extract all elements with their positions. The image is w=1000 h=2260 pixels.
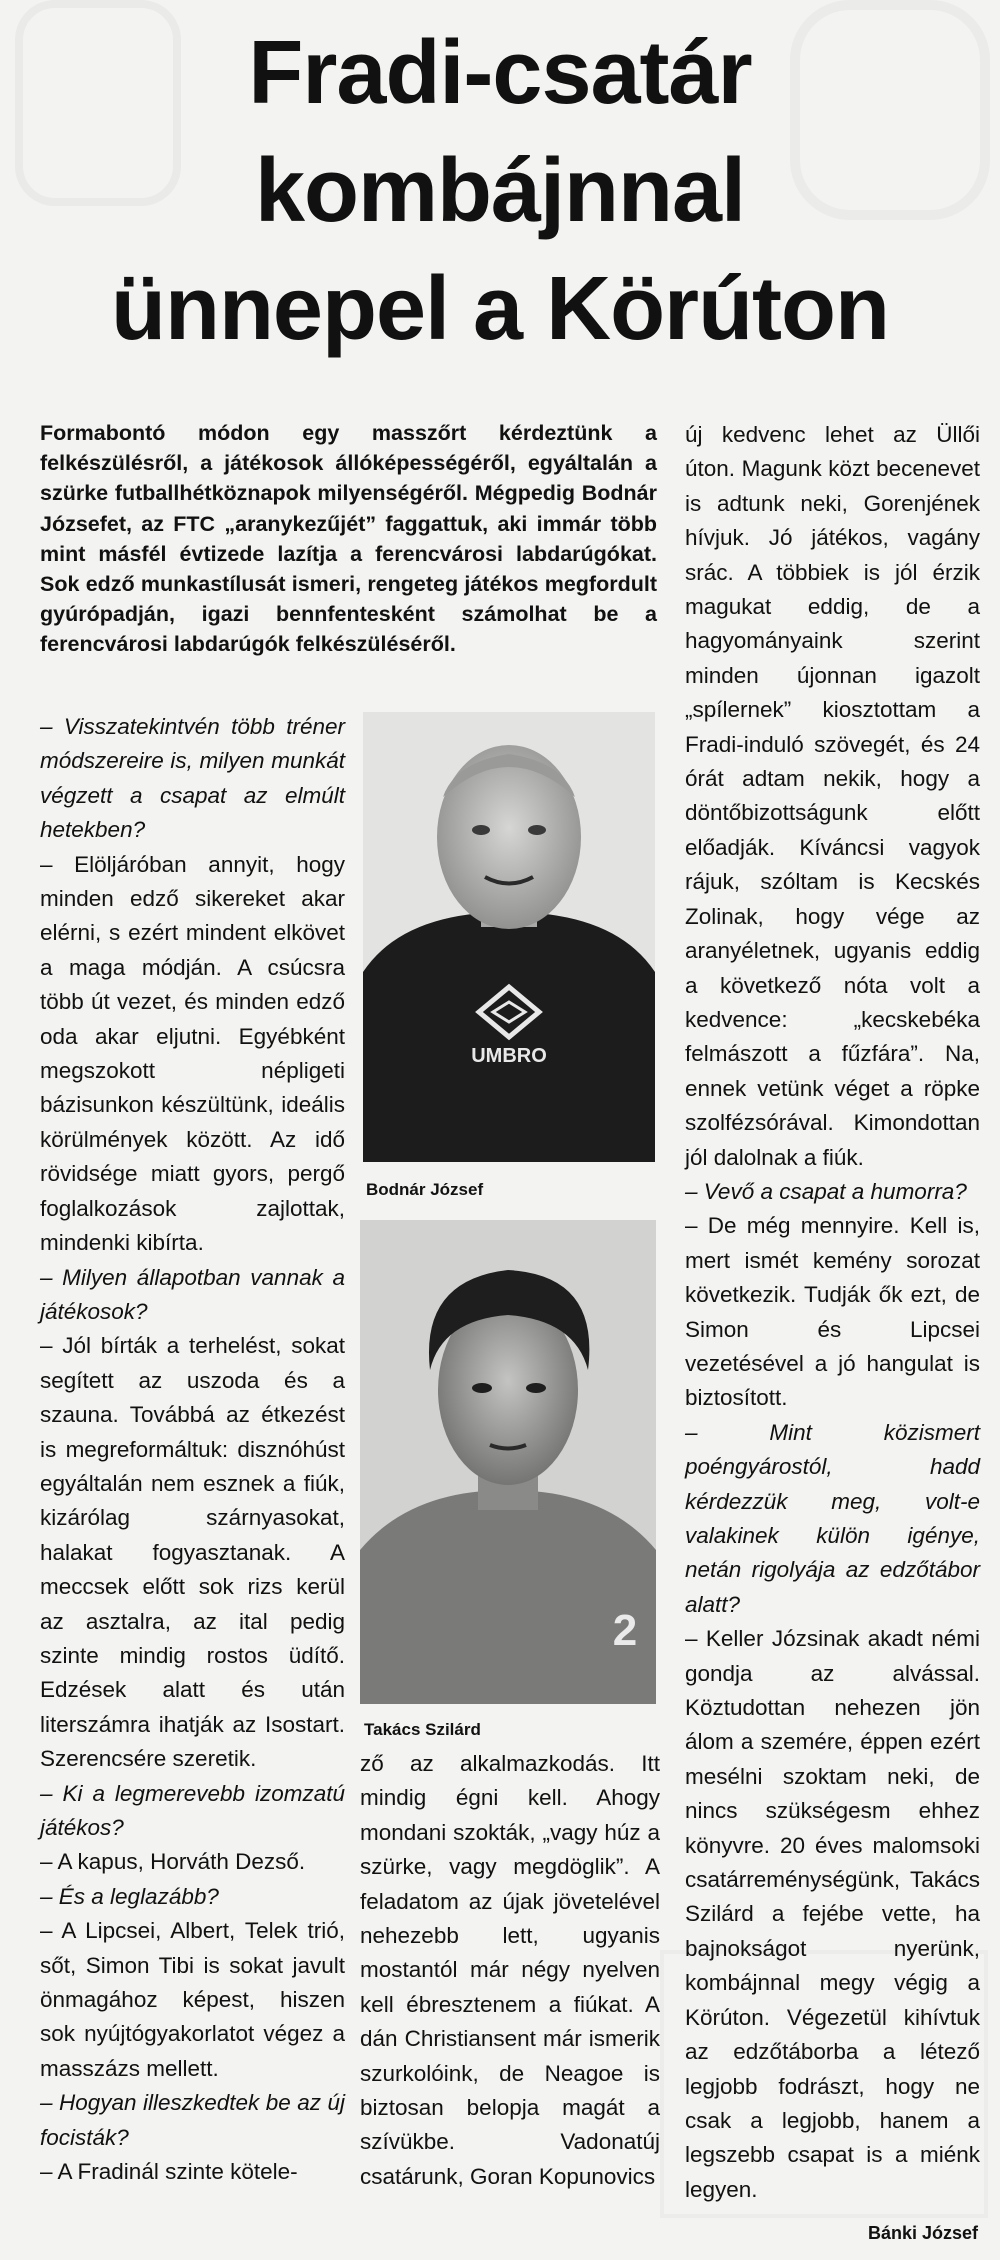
answer-paragraph: – De még mennyire. Kell is, mert ismét kemény sorozat következik. Tudják ők ezt, de Simon és Lipcsei vezetésével a jó hangulat is biztosított. — [685, 1213, 980, 1411]
portrait-1-image — [363, 712, 655, 1162]
answer-paragraph: – Jól bírták a terhelést, sokat segített az uszoda és a szauna. Továbbá az étkezést is megreformáltuk: disznóhúst egyáltalán nem esznek a fiúk, kizárólag szárnyasokat, halakat fogyasztanak. A meccsek előtt sok rizs kerül az asztalra, az ital pedig szinte mindig rostos üdítő. Edzések alatt és után literszámra ihatják az Isostart. Szerencsére szeretik. — [40, 1333, 345, 1772]
question-paragraph: – Visszatekintvén több tréner módszereire is, milyen munkát végzett a csapat az elmúlt hetekben? — [40, 714, 345, 843]
answer-paragraph: – A Fradinál szinte kötele- — [40, 2159, 298, 2185]
umbro-logo: UMBRO — [471, 1045, 547, 1067]
column-3 — [685, 418, 980, 2207]
question-paragraph: – Ki a legmerevebb izomzatú játékos? — [40, 1780, 345, 1840]
photo-bodnar-jozsef — [363, 712, 655, 1162]
column-2 — [360, 1747, 660, 2194]
question-paragraph: – Mint közismert poéngyárostól, hadd kérdezzük meg, volt-e valakinek külön igénye, netán rigolyája az edzőtábor alatt? — [685, 1419, 980, 1617]
question-paragraph: – Hogyan illeszkedtek be az új focisták? — [40, 2090, 345, 2150]
headline-line-3: ünnepel a Körúton — [111, 259, 889, 359]
answer-paragraph: – Keller Józsinak akadt némi gondja az alvással. Köztudottan nehezen jön álom a szemére, éppen ezért mesélni szoktam neki, de nincs szükségesm ehhez könyvre. 20 éves malomsoki csatárreménységünk, Takács Szilárd a fejébe vette, ha bajnokságot nyerünk, kombájnnal megy végig a Körúton. Végezetül kihívtuk az edzőtáborba a létező legjobb fodrászt, hogy ne csak a legjobb, hanem a legszebb csapat is a miénk legyen. — [685, 1626, 980, 2202]
caption-photo-1: Bodnár József — [366, 1180, 484, 1199]
photo-takacs-szilard — [360, 1220, 656, 1704]
portrait-2-image — [360, 1220, 656, 1704]
caption-photo-2: Takács Szilárd — [364, 1720, 481, 1739]
answer-paragraph: – A kapus, Horváth Dezső. — [40, 1849, 306, 1875]
column-2-text: ző az alkalmazkodás. Itt mindig égni kell. Ahogy mondani szokták, „vagy húz a szürke, vagy megdöglik”. A feladatom az újak jövetelével nehezebb lett, ugyanis mostantól már négy nyelven kell ébresztenem a fiúkat. A dán Christiansent már ismerik szurkolóink, de Neagoe is biztosan belopja magát a szívükbe. Vadonatúj csatárunk, Goran Kopunovics — [360, 1751, 660, 2189]
headline-line-1: Fradi-csatár — [248, 23, 752, 123]
lead-paragraph: Formabontó módon egy masszőrt kérdeztünk a felkészülésről, a játékosok állóképességéről, egyáltalán a szürke futballhétköznapok milyenségéről. Mégpedig Bodnár Józsefet, az FTC „aranykezűjét” faggattuk, aki immár több mint másfél évtizede lazítja a ferencvárosi labdarúgókat. Sok edző munkastílusát ismeri, rengeteg játékos megfordult gyúrópadján, igazi bennfentesként számolhat be a ferencvárosi labdarúgók felkészüléséről. — [40, 421, 657, 657]
answer-paragraph: – Elöljáróban annyit, hogy minden edző sikereket akar elérni, s ezért mindent elkövet a maga módján. A csúcsra több út vezet, és minden edző oda akar eljutni. Egyébként megszokott népligeti bázisunkon készültünk, ideális körülmények között. Az idő rövidsége miatt gyors, pergő foglalkozások zajlottak, mindenki kibírta. — [40, 851, 345, 1256]
column-1 — [40, 710, 345, 2189]
question-paragraph: – Milyen állapotban vannak a játékosok? — [40, 1264, 345, 1324]
answer-paragraph: – A Lipcsei, Albert, Telek trió, sőt, Simon Tibi is sokat javult önmagához képest, hiszen sok nyújtógyakorlatot végez a masszázs mellett. — [40, 1918, 345, 2081]
headline — [20, 14, 980, 368]
question-paragraph: – És a leglazább? — [40, 1883, 219, 1909]
headline-line-2: kombájnnal — [254, 141, 746, 241]
question-paragraph: – Vevő a csapat a humorra? — [685, 1178, 967, 1204]
answer-paragraph: új kedvenc lehet az Üllői úton. Magunk közt becenevet is adtunk neki, Gorenjének hívjuk. Jó játékos, vagány srác. A többiek is jól érzik magukat eddig, de a hagyományaink szerint minden újonnan igazolt „spílernek” kiosztottam a Fradi-induló szövegét, és 24 órát adtam nekik, hogy a döntőbizottságunk előtt előadják. Kíváncsi vagyok rájuk, szóltam is Kecskés Zolinak, hogy vége az aranyéletnek, ugyanis eddig a következő nóta volt a kedvence: „kecskebéka felmászott a fűzfára”. Na, ennek vetünk véget a röpke szolfézsórával. Kimondottan jól dalolnak a fiúk. — [685, 422, 980, 1170]
byline: Bánki József — [867, 2223, 978, 2243]
shirt-number: 2 — [612, 1606, 638, 1655]
